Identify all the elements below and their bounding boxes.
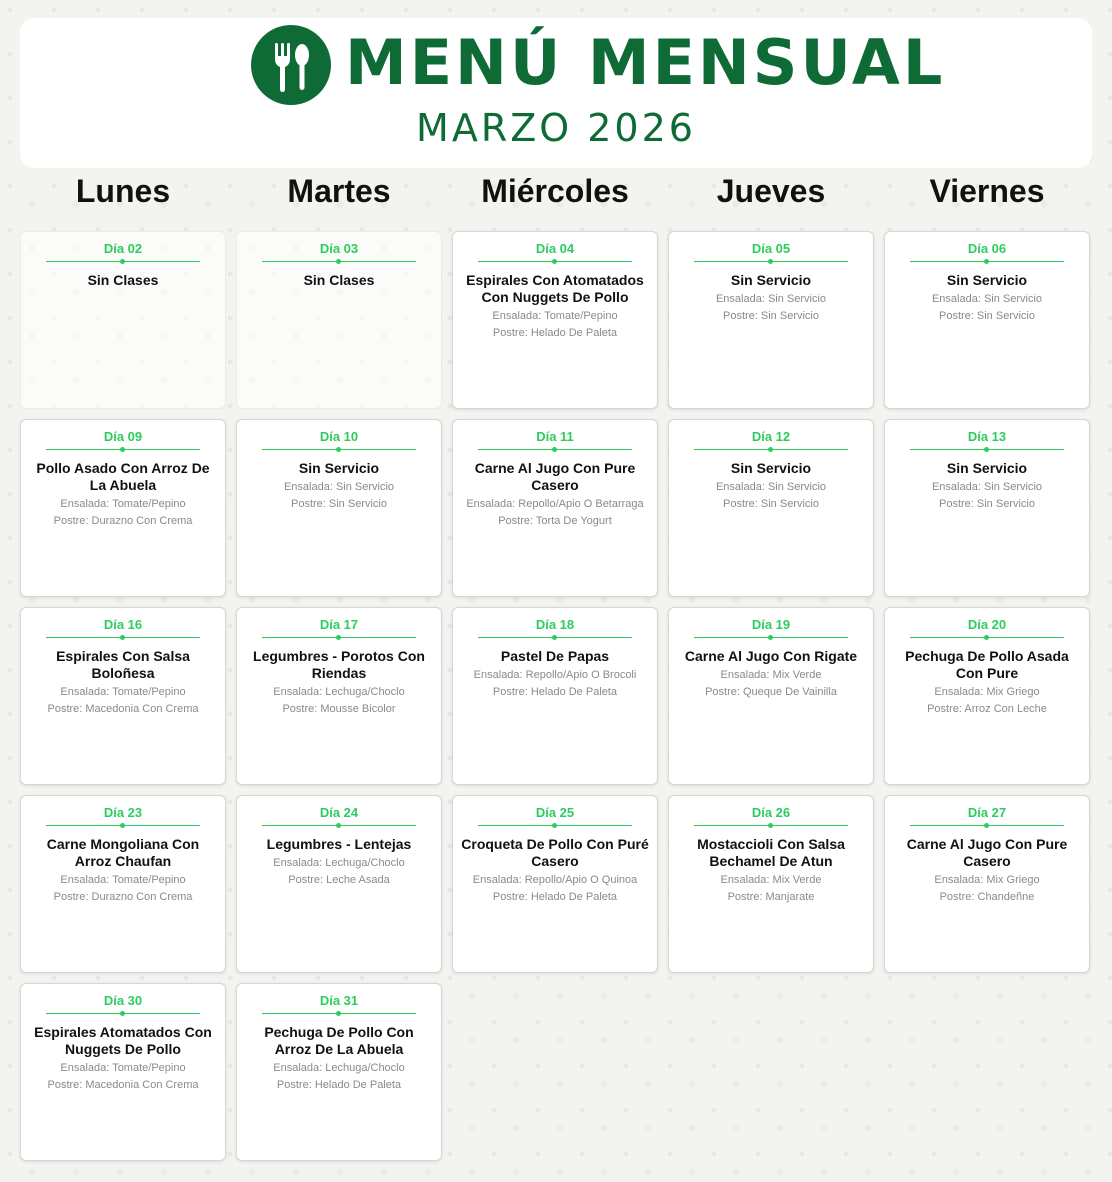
dessert-text: Postre: Queque De Vainilla — [705, 686, 837, 698]
date-divider — [46, 1013, 200, 1014]
salad-text: Ensalada: Tomate/Pepino — [60, 686, 186, 698]
day-date: Día 17 — [319, 617, 359, 632]
day-date: Día 27 — [967, 805, 1007, 820]
main-dish: Legumbres - Porotos Con Riendas — [253, 648, 425, 681]
date-divider — [46, 637, 200, 638]
day-card — [884, 419, 1090, 597]
day-card — [668, 795, 874, 973]
date-divider — [478, 261, 632, 262]
dessert-text: Postre: Mousse Bicolor — [282, 703, 396, 715]
day-card — [236, 231, 442, 409]
day-date: Día 13 — [967, 429, 1007, 444]
day-date: Día 05 — [751, 241, 791, 256]
day-card — [452, 231, 658, 409]
day-card — [884, 231, 1090, 409]
day-card — [236, 795, 442, 973]
salad-text: Ensalada: Repollo/Apio O Brocoli — [473, 669, 637, 681]
salad-text: Ensalada: Sin Servicio — [931, 293, 1043, 305]
dessert-text: Postre: Manjarate — [727, 891, 815, 903]
day-card — [884, 795, 1090, 973]
main-dish: Sin Servicio — [730, 272, 812, 288]
salad-text: Ensalada: Mix Griego — [934, 686, 1040, 698]
date-divider — [46, 261, 200, 262]
dessert-text: Postre: Sin Servicio — [291, 498, 387, 510]
main-dish: Sin Clases — [87, 272, 159, 288]
day-card — [668, 607, 874, 785]
day-date: Día 31 — [319, 993, 359, 1008]
main-dish: Carne Al Jugo Con Rigate — [684, 648, 858, 664]
fork-spoon-icon — [251, 25, 331, 105]
date-divider — [478, 637, 632, 638]
dessert-text: Postre: Chandeñne — [939, 891, 1035, 903]
salad-text: Ensalada: Tomate/Pepino — [60, 874, 186, 886]
salad-text: Ensalada: Tomate/Pepino — [60, 498, 186, 510]
main-dish: Pastel De Papas — [500, 648, 610, 664]
main-dish: Mostaccioli Con Salsa Bechamel De Atun — [697, 836, 845, 869]
salad-text: Ensalada: Repollo/Apio O Quinoa — [472, 874, 638, 886]
dessert-text: Postre: Durazno Con Crema — [53, 891, 193, 903]
main-dish: Legumbres - Lentejas — [266, 836, 412, 852]
day-card — [20, 419, 226, 597]
day-card — [668, 231, 874, 409]
date-divider — [694, 261, 848, 262]
main-dish: Carne Al Jugo Con Pure Casero — [474, 460, 636, 493]
salad-text: Ensalada: Sin Servicio — [715, 481, 827, 493]
day-card — [20, 231, 226, 409]
day-date: Día 25 — [535, 805, 575, 820]
dessert-text: Postre: Sin Servicio — [939, 310, 1035, 322]
salad-text: Ensalada: Mix Griego — [934, 874, 1040, 886]
salad-text: Ensalada: Mix Verde — [720, 669, 822, 681]
main-dish: Espirales Atomatados Con Nuggets De Pollo — [34, 1024, 212, 1057]
salad-text: Ensalada: Sin Servicio — [283, 481, 395, 493]
day-card — [884, 607, 1090, 785]
salad-text: Ensalada: Mix Verde — [720, 874, 822, 886]
weekday-heading: Miércoles — [481, 173, 629, 209]
salad-text: Ensalada: Sin Servicio — [715, 293, 827, 305]
main-dish: Sin Servicio — [730, 460, 812, 476]
date-divider — [478, 825, 632, 826]
date-divider — [910, 261, 1064, 262]
day-date: Día 18 — [535, 617, 575, 632]
day-date: Día 23 — [103, 805, 143, 820]
dessert-text: Postre: Macedonia Con Crema — [47, 703, 199, 715]
dessert-text: Postre: Sin Servicio — [723, 498, 819, 510]
page-subtitle: MARZO 2026 — [416, 106, 696, 150]
day-date: Día 06 — [967, 241, 1007, 256]
date-divider — [910, 825, 1064, 826]
day-date: Día 16 — [103, 617, 143, 632]
date-divider — [262, 825, 416, 826]
salad-text: Ensalada: Lechuga/Choclo — [273, 857, 405, 869]
main-dish: Pechuga De Pollo Asada Con Pure — [905, 648, 1069, 681]
main-dish: Espirales Con Atomatados Con Nuggets De Pollo — [466, 272, 644, 305]
date-divider — [262, 1013, 416, 1014]
page-title: MENÚ MENSUAL — [345, 26, 946, 99]
dessert-text: Postre: Durazno Con Crema — [53, 515, 193, 527]
weekday-heading: Jueves — [716, 173, 826, 209]
day-date: Día 03 — [319, 241, 359, 256]
weekday-heading: Lunes — [75, 173, 171, 209]
salad-text: Ensalada: Tomate/Pepino — [60, 1062, 186, 1074]
salad-text: Ensalada: Lechuga/Choclo — [273, 686, 405, 698]
day-date: Día 20 — [967, 617, 1007, 632]
main-dish: Sin Servicio — [946, 272, 1028, 288]
day-date: Día 12 — [751, 429, 791, 444]
main-dish: Carne Mongoliana Con Arroz Chaufan — [46, 836, 200, 869]
date-divider — [694, 637, 848, 638]
date-divider — [910, 637, 1064, 638]
day-card — [20, 983, 226, 1161]
day-card — [236, 983, 442, 1161]
day-card — [20, 607, 226, 785]
day-card — [236, 607, 442, 785]
day-date: Día 09 — [103, 429, 143, 444]
main-dish: Sin Servicio — [946, 460, 1028, 476]
dessert-text: Postre: Sin Servicio — [939, 498, 1035, 510]
main-dish: Sin Clases — [303, 272, 375, 288]
main-dish: Croqueta De Pollo Con Puré Casero — [461, 836, 649, 869]
main-dish: Pollo Asado Con Arroz De La Abuela — [36, 460, 210, 493]
day-card — [452, 795, 658, 973]
dessert-text: Postre: Macedonia Con Crema — [47, 1079, 199, 1091]
dessert-text: Postre: Helado De Paleta — [492, 686, 618, 698]
day-card — [668, 419, 874, 597]
date-divider — [262, 261, 416, 262]
day-card — [20, 795, 226, 973]
day-date: Día 24 — [319, 805, 359, 820]
date-divider — [262, 449, 416, 450]
day-card — [452, 607, 658, 785]
date-divider — [46, 449, 200, 450]
day-date: Día 26 — [751, 805, 791, 820]
main-dish: Espirales Con Salsa Boloñesa — [56, 648, 190, 681]
dessert-text: Postre: Leche Asada — [288, 874, 390, 886]
main-dish: Carne Al Jugo Con Pure Casero — [906, 836, 1068, 869]
day-date: Día 19 — [751, 617, 791, 632]
dessert-text: Postre: Sin Servicio — [723, 310, 819, 322]
date-divider — [694, 825, 848, 826]
date-divider — [46, 825, 200, 826]
date-divider — [694, 449, 848, 450]
dessert-text: Postre: Helado De Paleta — [492, 327, 618, 339]
salad-text: Ensalada: Lechuga/Choclo — [273, 1062, 405, 1074]
date-divider — [262, 637, 416, 638]
dessert-text: Postre: Helado De Paleta — [276, 1079, 402, 1091]
main-dish: Sin Servicio — [298, 460, 380, 476]
salad-text: Ensalada: Repollo/Apio O Betarraga — [466, 498, 644, 510]
date-divider — [478, 449, 632, 450]
weekday-heading: Martes — [287, 173, 391, 209]
salad-text: Ensalada: Tomate/Pepino — [492, 310, 618, 322]
date-divider — [910, 449, 1064, 450]
day-card — [452, 419, 658, 597]
dessert-text: Postre: Torta De Yogurt — [498, 515, 612, 527]
day-date: Día 11 — [536, 429, 574, 444]
day-date: Día 30 — [103, 993, 143, 1008]
weekday-heading: Viernes — [929, 173, 1045, 209]
salad-text: Ensalada: Sin Servicio — [931, 481, 1043, 493]
day-card — [236, 419, 442, 597]
dessert-text: Postre: Helado De Paleta — [492, 891, 618, 903]
day-date: Día 02 — [103, 241, 143, 256]
dessert-text: Postre: Arroz Con Leche — [927, 703, 1047, 715]
day-date: Día 10 — [319, 429, 359, 444]
day-date: Día 04 — [535, 241, 575, 256]
main-dish: Pechuga De Pollo Con Arroz De La Abuela — [264, 1024, 414, 1057]
